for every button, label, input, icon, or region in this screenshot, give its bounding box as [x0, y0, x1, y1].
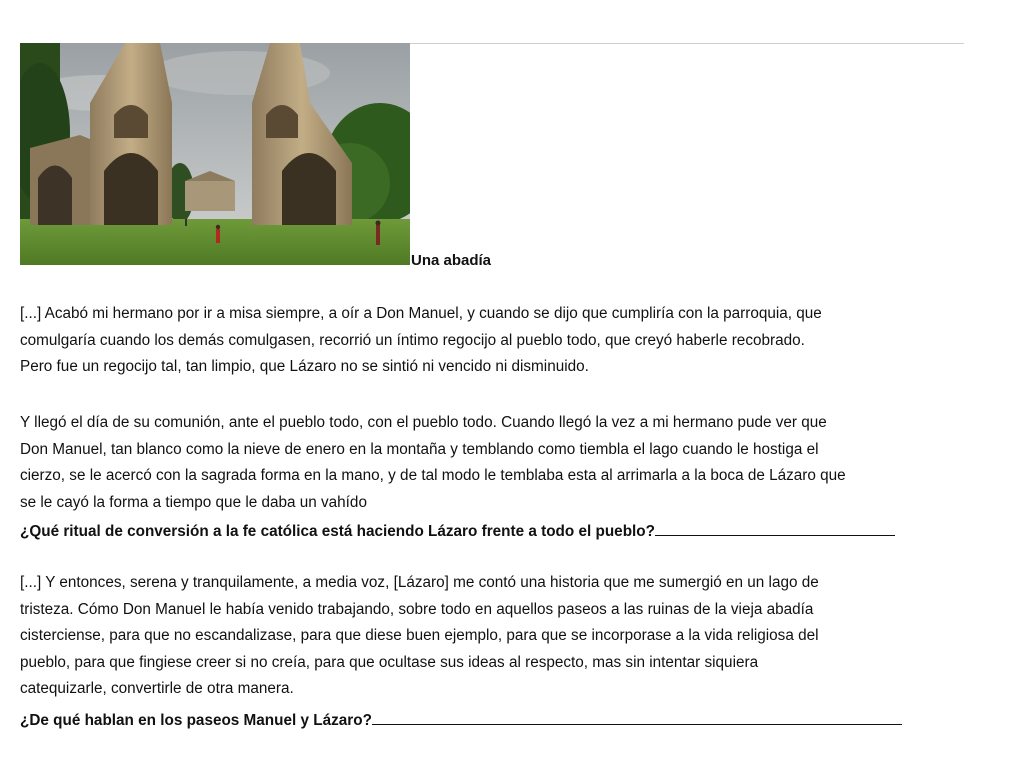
answer-blank-1[interactable]	[655, 519, 895, 536]
paragraph-line: tristeza. Cómo Don Manuel le había venido trabajando, sobre todo en aquellos paseos a las ruinas de la vieja abadía	[20, 600, 814, 618]
paragraph-line: Y llegó el día de su comunión, ante el pueblo todo, con el pueblo todo. Cuando llegó la vez a mi hermano pude ver que	[20, 414, 827, 431]
paragraph-line: cisterciense, para que no escandalizase, para que diese buen ejemplo, para que se incorporase a la vida religiosa del	[20, 627, 819, 644]
paragraph-line: catequizarle, convertirle de otra manera.	[20, 680, 294, 697]
paragraph-line: Don Manuel, tan blanco como la nieve de enero en la montaña y temblando como tiembla el lago cuando le hostiga el	[20, 440, 819, 458]
abbey-ruins-photo	[20, 43, 410, 265]
paragraph-line: [...] Y entonces, serena y tranquilamente, a media voz, [Lázaro] me contó una historia que me sumergió en un lago de	[20, 574, 819, 591]
paragraph-line: comulgaría cuando los demás comulgasen, recorrió un íntimo regocijo al pueblo todo, que creyó haberle recobrado.	[20, 331, 805, 349]
paragraph-line: [...] Acabó mi hermano por ir a misa siempre, a oír a Don Manuel, y cuando se dijo que cumpliría con la parroquia, que	[20, 305, 822, 322]
paragraph-line: se le cayó la forma a tiempo que le daba un vahído	[20, 493, 367, 511]
question-1	[20, 519, 895, 543]
paragraph-1	[20, 301, 980, 381]
question-2	[20, 708, 902, 732]
paragraph-line: cierzo, se le acercó con la sagrada forma en la mano, y de tal modo le temblaba esta al arrimarla a la boca de Lázaro que	[20, 467, 846, 484]
question-2-text: ¿De qué hablan en los paseos Manuel y Lázaro?	[20, 712, 372, 729]
answer-blank-2[interactable]	[372, 708, 902, 725]
paragraph-2	[20, 410, 980, 516]
paragraph-line: Pero fue un regocijo tal, tan limpio, que Lázaro no se sintió ni vencido ni disminuido.	[20, 358, 589, 375]
question-1-text: ¿Qué ritual de conversión a la fe católica está haciendo Lázaro frente a todo el pueblo?	[20, 523, 655, 540]
paragraph-line: pueblo, para que fingiese creer si no creía, para que ocultase sus ideas al respecto, mas sin intentar siquiera	[20, 653, 759, 671]
paragraph-3	[20, 570, 980, 703]
image-caption: Una abadía	[411, 252, 492, 269]
